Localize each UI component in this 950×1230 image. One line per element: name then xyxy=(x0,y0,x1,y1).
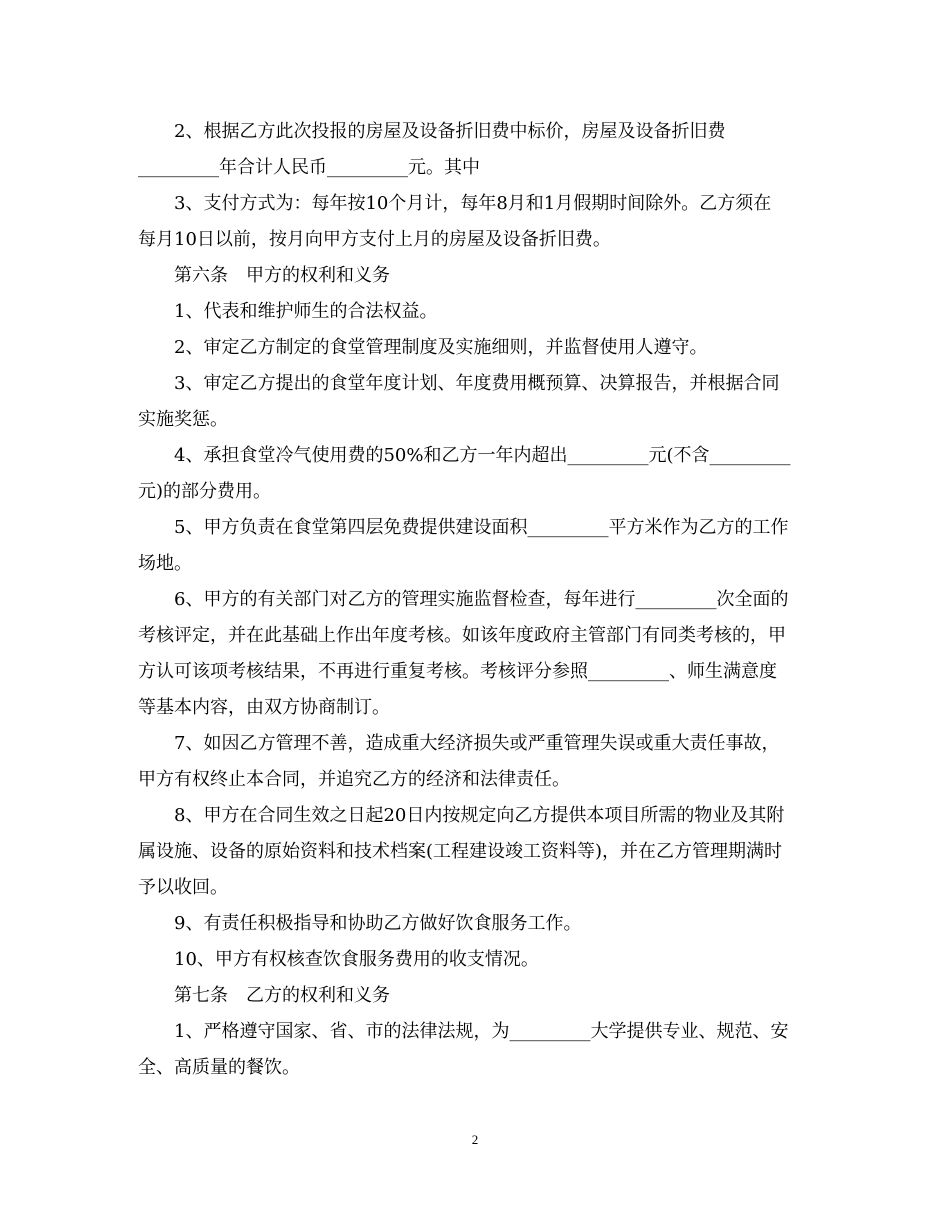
clause-3-payment-method xyxy=(138,186,818,258)
text-line: 方认可该项考核结果，不再进行重复考核。考核评分参照_________、师生满意度 xyxy=(138,661,777,682)
article-6-item-8 xyxy=(138,798,818,906)
text-line: 全、高质量的餐饮。 xyxy=(138,1057,300,1078)
text-line: 1、严格遵守国家、省、市的法律法规，为_________大学提供专业、规范、安 xyxy=(174,1021,789,1042)
text-line: 4、承担食堂冷气使用费的50%和乙方一年内超出_________元(不含_________ xyxy=(174,445,791,466)
text-line: 甲方有权终止本合同，并追究乙方的经济和法律责任。 xyxy=(138,769,570,790)
text-line: 每月10日以前，按月向甲方支付上月的房屋及设备折旧费。 xyxy=(138,229,611,250)
text-line: 6、甲方的有关部门对乙方的管理实施监督检查，每年进行_________次全面的 xyxy=(174,589,789,610)
text-line: 予以收回。 xyxy=(138,877,228,898)
text-line: 等基本内容，由双方协商制订。 xyxy=(138,697,390,718)
article-7-item-1 xyxy=(138,1014,818,1086)
text-line: 8、甲方在合同生效之日起20日内按规定向乙方提供本项目所需的物业及其附 xyxy=(174,805,785,826)
text-line: 5、甲方负责在食堂第四层免费提供建设面积_________平方米作为乙方的工作 xyxy=(174,517,789,538)
article-7-heading xyxy=(138,978,818,1014)
article-6-item-6 xyxy=(138,582,818,726)
text-line: _________年合计人民币_________元。其中 xyxy=(138,157,480,178)
text-line: 元)的部分费用。 xyxy=(138,481,272,502)
clause-2-depreciation-price xyxy=(138,114,818,186)
text-line: 第七条 乙方的权利和义务 xyxy=(174,985,390,1006)
text-line: 第六条 甲方的权利和义务 xyxy=(174,265,390,286)
text-line: 7、如因乙方管理不善，造成重大经济损失或严重管理失误或重大责任事故， xyxy=(174,733,780,754)
text-line: 2、审定乙方制定的食堂管理制度及实施细则，并监督使用人遵守。 xyxy=(174,337,708,358)
article-6-item-2 xyxy=(138,330,818,366)
article-6-item-7 xyxy=(138,726,818,798)
article-6-item-1 xyxy=(138,294,818,330)
text-line: 考核评定，并在此基础上作出年度考核。如该年度政府主管部门有同类考核的，甲 xyxy=(138,625,786,646)
page-number: 2 xyxy=(471,1132,479,1147)
text-line: 3、支付方式为：每年按10个月计，每年8月和1月假期时间除外。乙方须在 xyxy=(174,193,772,214)
text-line: 2、根据乙方此次投报的房屋及设备折旧费中标价，房屋及设备折旧费 xyxy=(174,121,726,142)
text-line: 10、甲方有权核查饮食服务费用的收支情况。 xyxy=(174,949,539,970)
article-6-item-9 xyxy=(138,906,818,942)
text-line: 实施奖惩。 xyxy=(138,409,228,430)
text-line: 9、有责任积极指导和协助乙方做好饮食服务工作。 xyxy=(174,913,582,934)
article-6-heading xyxy=(138,258,818,294)
text-line: 场地。 xyxy=(138,553,192,574)
article-6-item-10 xyxy=(138,942,818,978)
text-line: 属设施、设备的原始资料和技术档案(工程建设竣工资料等)，并在乙方管理期满时 xyxy=(138,841,783,862)
text-line: 3、审定乙方提出的食堂年度计划、年度费用概预算、决算报告，并根据合同 xyxy=(174,373,780,394)
article-6-item-3 xyxy=(138,366,818,438)
text-line: 1、代表和维护师生的合法权益。 xyxy=(174,301,438,322)
article-6-item-5 xyxy=(138,510,818,582)
article-6-item-4 xyxy=(138,438,818,510)
